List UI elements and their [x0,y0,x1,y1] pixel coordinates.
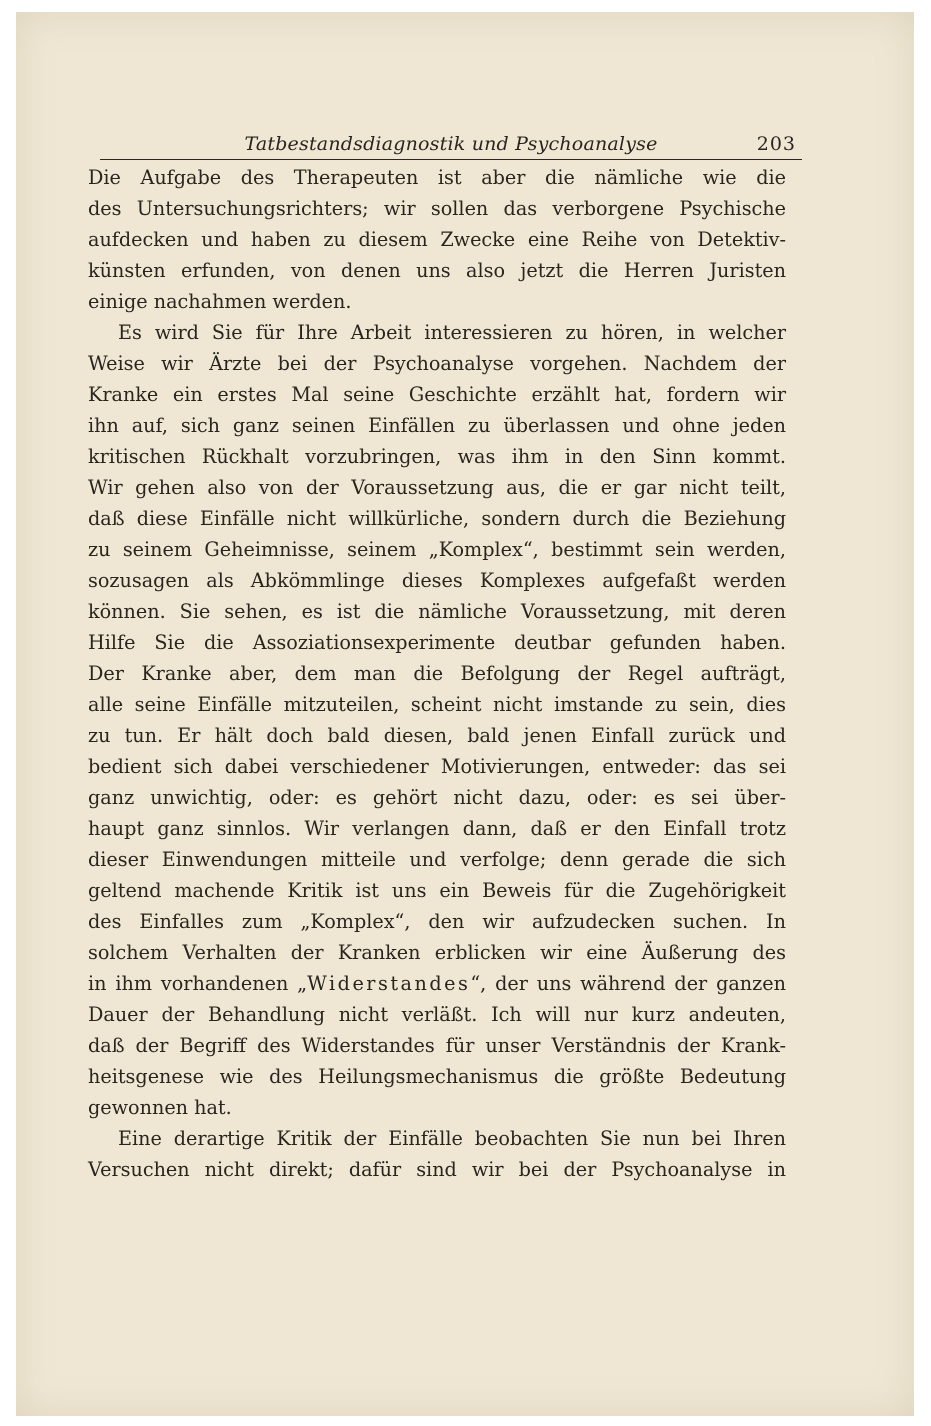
text-line: Der Kranke aber, dem man die Befolgung der Regel aufträgt, [88,662,786,685]
text-line: zu tun. Er hält doch bald diesen, bald jenen Einfall zurück und [88,724,786,747]
text-line: aufdecken und haben zu diesem Zwecke eine Reihe von Detektiv- [88,228,786,251]
text-line: ihn auf, sich ganz seinen Einfällen zu überlassen und ohne jeden [88,414,786,437]
text-line: daß der Begriff des Widerstandes für unser Verständnis der Krank- [88,1034,786,1057]
text-line: alle seine Einfälle mitzuteilen, scheint nicht imstande zu sein, dies [88,693,786,716]
text-segment: “, der uns während der ganzen [470,972,786,995]
text-line: Hilfe Sie die Assoziationsexperimente deutbar gefunden haben. [88,631,786,654]
text-line: künsten erfunden, von denen uns also jetzt die Herren Juristen [88,259,786,282]
running-title: Tatbestandsdiagnostik und Psychoanalyse [244,133,658,155]
text-line: daß diese Einfälle nicht willkürliche, sondern durch die Beziehung [88,507,786,530]
text-line: dieser Einwendungen mitteile und verfolge; denn gerade die sich [88,848,786,871]
emphasized-term: Widerstandes [307,972,471,995]
text-line: einige nachahmen werden. [88,290,352,313]
text-line: Wir gehen also von der Voraussetzung aus, die er gar nicht teilt, [88,476,786,499]
text-line: solchem Verhalten der Kranken erblicken wir eine Äußerung des [88,941,786,964]
text-line: Versuchen nicht direkt; dafür sind wir bei der Psychoanalyse in [88,1158,786,1181]
text-line: gewonnen hat. [88,1096,232,1119]
text-line: des Einfalles zum „Komplex“, den wir aufzudecken suchen. In [88,910,786,933]
page-number: 203 [756,133,796,155]
text-line: ganz unwichtig, oder: es gehört nicht dazu, oder: es sei über- [88,786,786,809]
text-line: des Untersuchungsrichters; wir sollen das verborgene Psychische [88,197,786,220]
text-line: heitsgenese wie des Heilungsmechanismus die größte Bedeutung [88,1065,786,1088]
text-line: geltend machende Kritik ist uns ein Beweis für die Zugehörigkeit [88,879,786,902]
page-header [100,125,802,160]
text-line: können. Sie sehen, es ist die nämliche Voraussetzung, mit deren [88,600,786,623]
text-line: Es wird Sie für Ihre Arbeit interessieren zu hören, in welcher [118,321,786,344]
text-line: zu seinem Geheimnisse, seinem „Komplex“, bestimmt sein werden, [88,538,786,561]
text-line: Dauer der Behandlung nicht verläßt. Ich will nur kurz andeuten, [88,1003,786,1026]
text-line: Kranke ein erstes Mal seine Geschichte erzählt hat, fordern wir [88,383,786,406]
text-line: haupt ganz sinnlos. Wir verlangen dann, daß er den Einfall trotz [88,817,786,840]
body-text [88,162,786,1185]
text-segment: in ihm vorhandenen „ [88,972,308,995]
text-line: Die Aufgabe des Therapeuten ist aber die nämliche wie die [88,166,786,189]
text-line: sozusagen als Abkömmlinge dieses Komplexes aufgefaßt werden [88,569,786,592]
text-line-with-emphasis [88,968,786,999]
text-line: kritischen Rückhalt vorzubringen, was ihm in den Sinn kommt. [88,445,786,468]
text-line: Weise wir Ärzte bei der Psychoanalyse vorgehen. Nachdem der [88,352,786,375]
text-line: Eine derartige Kritik der Einfälle beobachten Sie nun bei Ihren [118,1127,786,1150]
text-line: bedient sich dabei verschiedener Motivierungen, entweder: das sei [88,755,786,778]
